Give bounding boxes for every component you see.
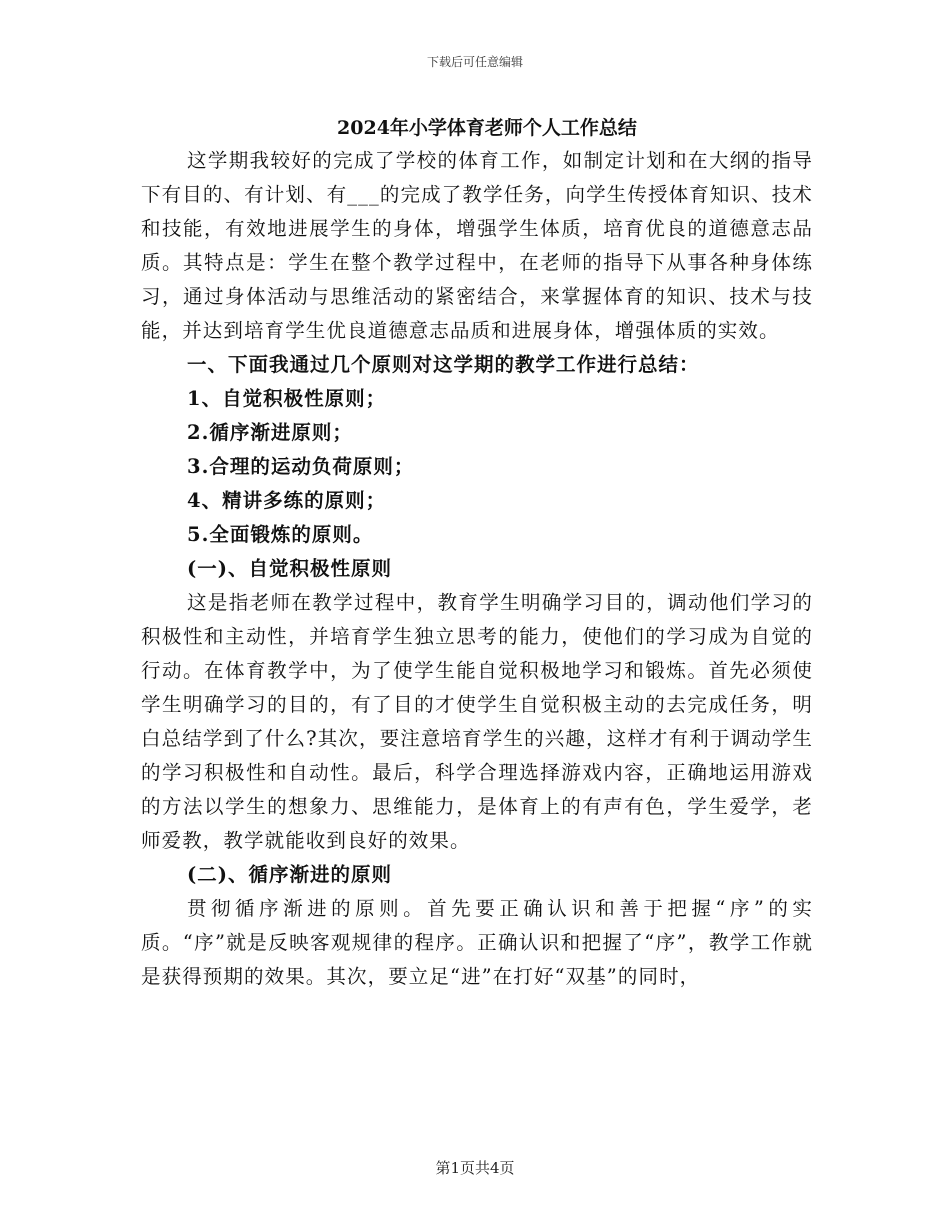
page-footer: 第1页共4页 <box>435 1159 515 1177</box>
subsection-heading-1: (一)、自觉积极性原则 <box>187 557 392 580</box>
principle-item-1: 1、自觉积极性原则； <box>187 387 387 410</box>
principle-item-2: 2.循序渐进原则； <box>187 421 353 444</box>
intro-paragraph: 这学期我较好的完成了学校的体育工作，如制定计划和在大纲的指导下有目的、有计划、有___的完成了教学任务，向学生传授体育知识、技术和技能，有效地进展学生的身体，增强学生体质，培育优良的道德意志品质。其特点是：学生在整个教学过程中，在老师的指导下从事各种身体练习，通过身体活动与思维活动的紧密结合，来掌握体育的知识、技术与技能，并达到培育学生优良道德意志品质和进展身体，增强体质的实效。 <box>141 149 813 342</box>
principle-item-4: 4、精讲多练的原则； <box>187 489 387 512</box>
subsection-heading-2: (二)、循序渐进的原则 <box>187 863 392 886</box>
document-body <box>141 112 813 994</box>
header-note: 下载后可任意编辑 <box>426 55 523 69</box>
document-title: 2024年小学体育老师个人工作总结 <box>337 117 637 139</box>
principle-item-3: 3.合理的运动负荷原则； <box>187 455 415 478</box>
subsection-paragraph-1: 这是指老师在教学过程中，教育学生明确学习目的，调动他们学习的积极性和主动性，并培育学生独立思考的能力，使他们的学习成为自觉的行动。在体育教学中，为了使学生能自觉积极地学习和锻炼。首先必须使学生明确学习的目的，有了目的才使学生自觉积极主动的去完成任务，明白总结学到了什么?其次，要注意培育学生的兴趣，这样才有利于调动学生的学习积极性和自动性。最后，科学合理选择游戏内容，正确地运用游戏的方法以学生的想象力、思维能力，是体育上的有声有色，学生爱学，老师爱教，教学就能收到良好的效果。 <box>141 591 813 852</box>
subsection-paragraph-2: 贯彻循序渐进的原则。首先要正确认识和善于把握“序”的实质。“序”就是反映客观规律的程序。正确认识和把握了“序”，教学工作就是获得预期的效果。其次，要立足“进”在打好“双基”的同时， <box>141 897 813 988</box>
section-heading-1: 一、下面我通过几个原则对这学期的教学工作进行总结： <box>187 353 700 376</box>
principle-item-5: 5.全面锻炼的原则。 <box>187 523 374 546</box>
